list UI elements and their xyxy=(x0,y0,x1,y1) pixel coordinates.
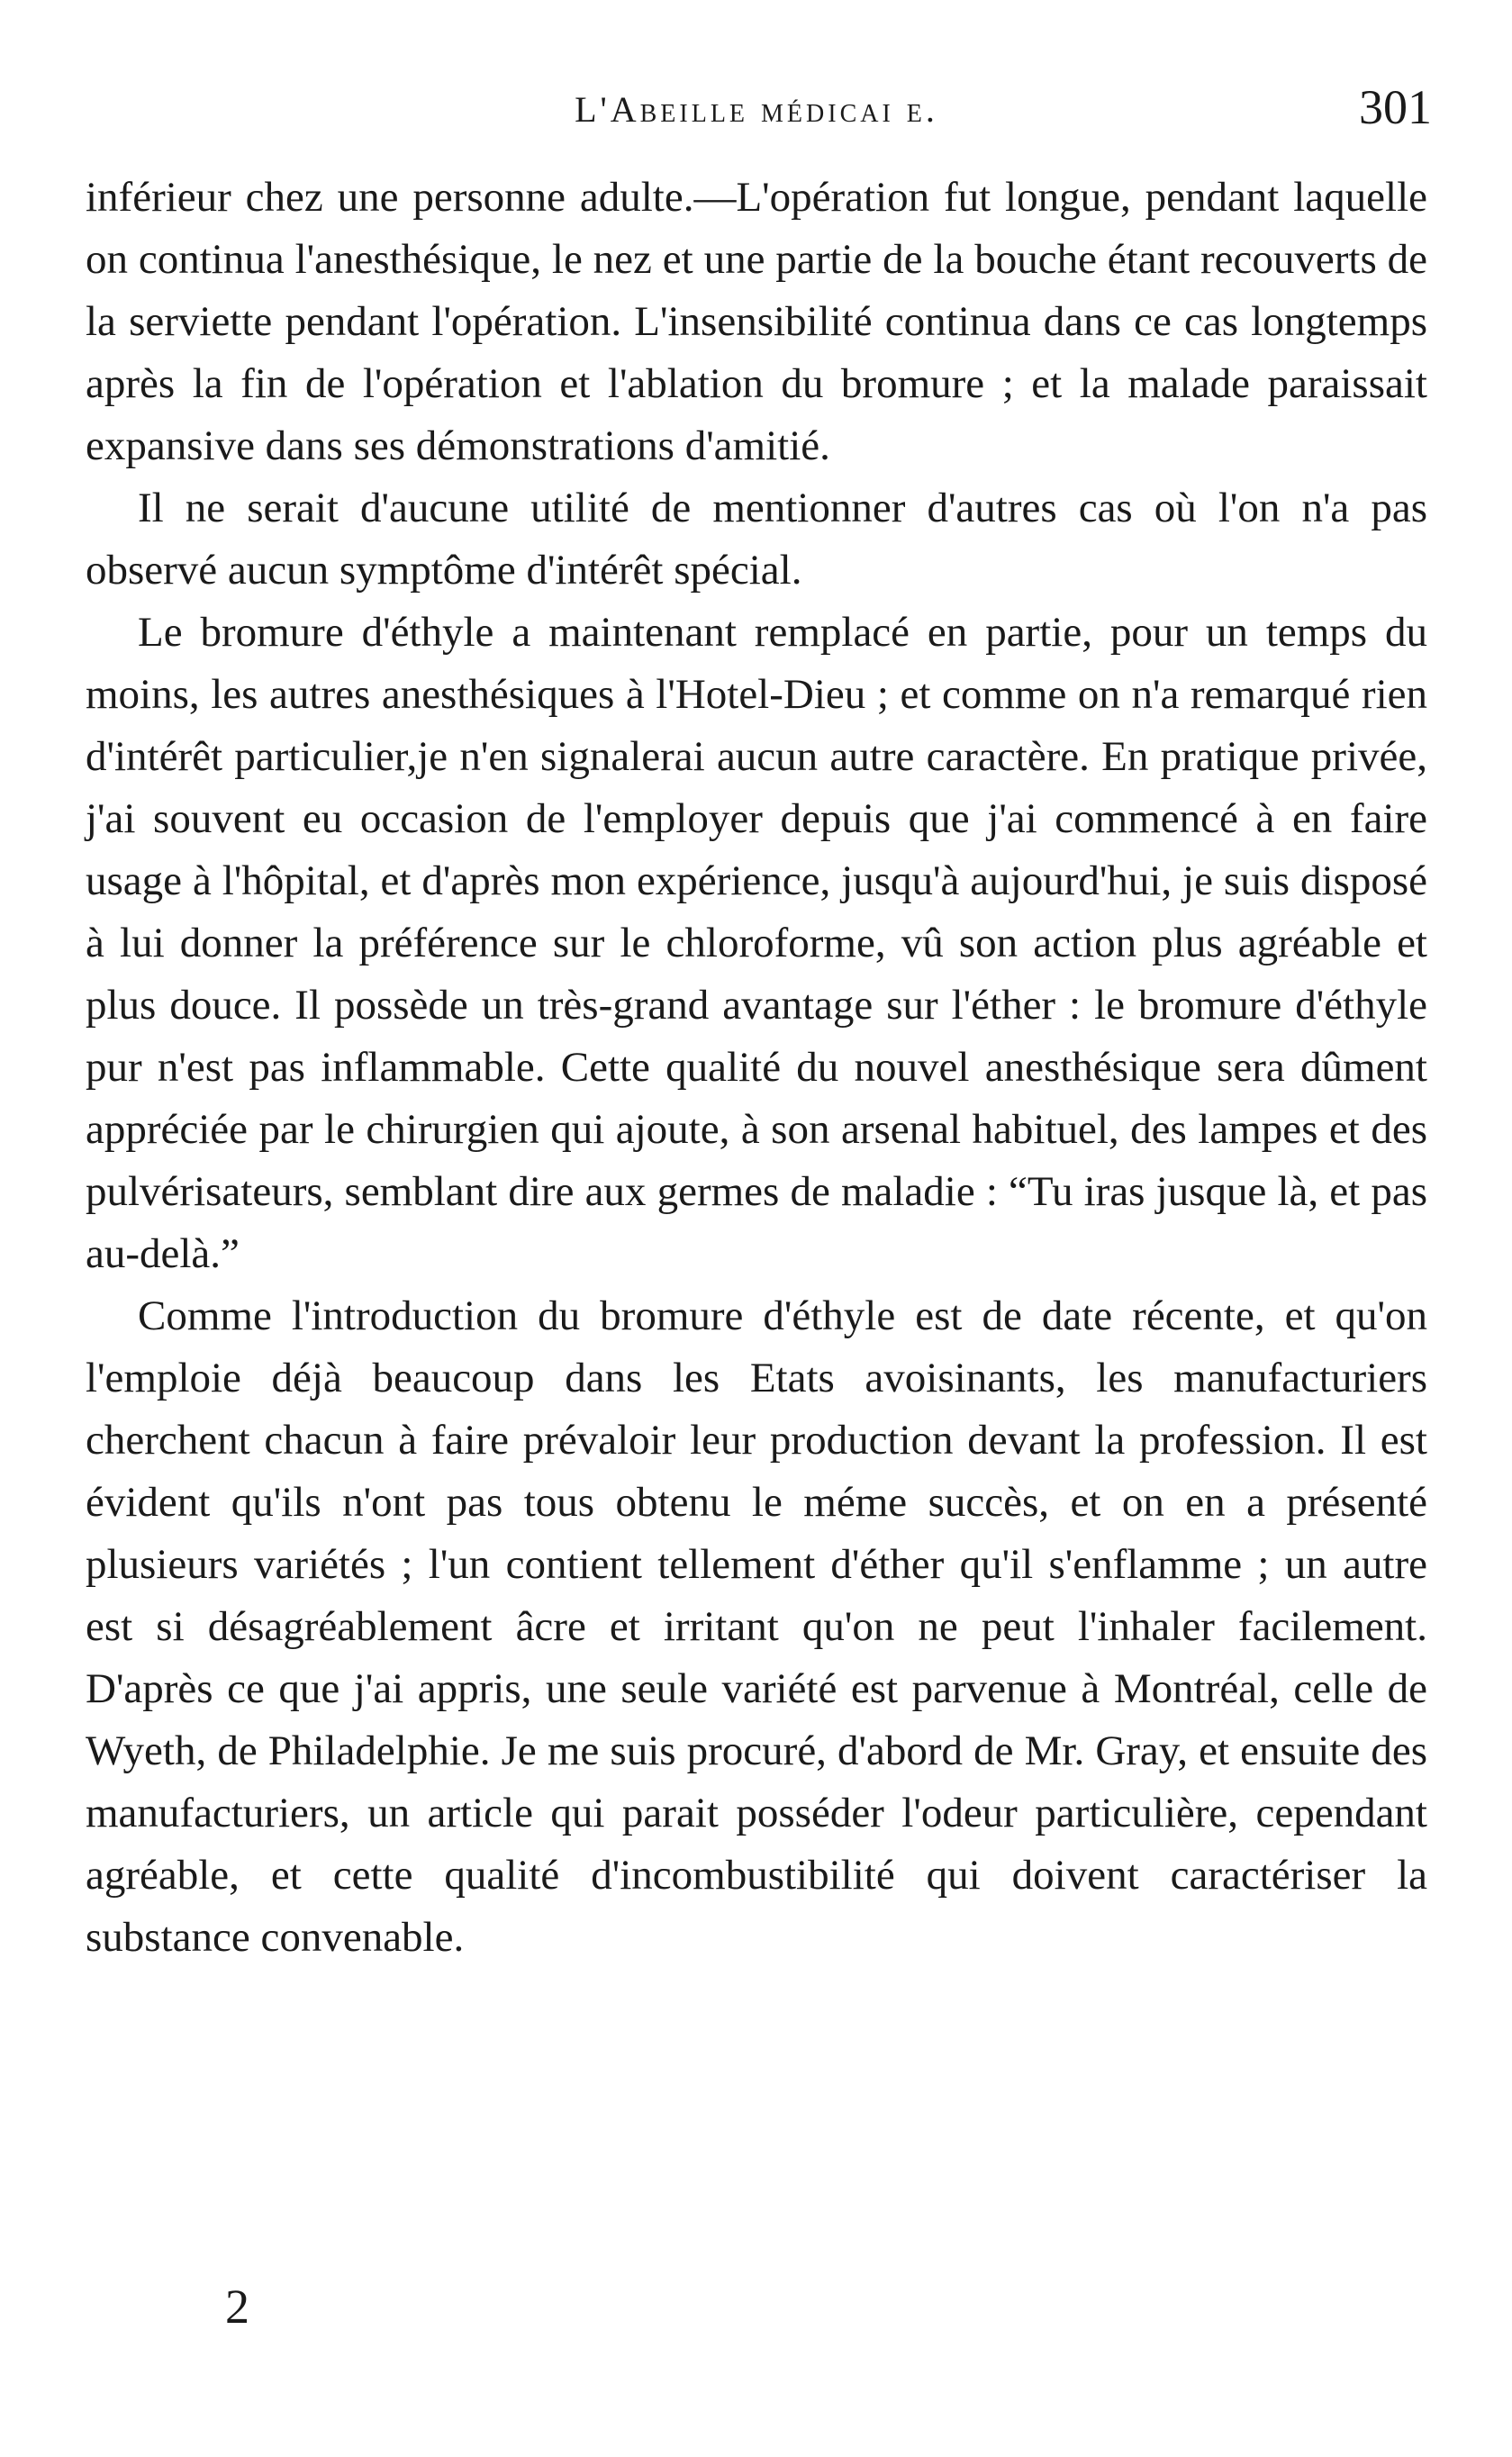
paragraph: inférieur chez une personne adulte.—L'opération fut longue, pendant laquelle on continua l'anesthésique, le nez et une partie de la bouche étant recouverts de la serviette pendant l'opération. L'insensibilité continua dans ce cas longtemps après la fin de l'opération et l'ablation du bromure ; et la malade paraissait expansive dans ses démonstrations d'amitié. xyxy=(86,174,1427,469)
page-number: 301 xyxy=(1359,80,1432,134)
page-header xyxy=(81,79,1432,142)
running-title: L'Abeille médicai e. xyxy=(575,89,938,130)
body-text xyxy=(86,167,1427,1969)
paragraph: Comme l'introduction du bromure d'éthyle est de date récente, et qu'on l'emploie déjà beaucoup dans les Etats avoisinants, les manufacturiers cherchent chacun à faire prévaloir leur production devant la profession. Il est évident qu'ils n'ont pas tous obtenu le méme succès, et on en a présenté plusieurs variétés ; l'un contient tellement d'éther qu'il s'enflamme ; un autre est si désagréablement âcre et irritant qu'on ne peut l'inhaler facilement. D'après ce que j'ai appris, une seule variété est parvenue à Montréal, celle de Wyeth, de Philadelphie. Je me suis procuré, d'abord de Mr. Gray, et ensuite des manufacturiers, un article qui parait posséder l'odeur particulière, cependant agréable, et cette qualité d'incombustibilité qui doivent caractériser la substance convenable. xyxy=(86,1292,1427,1961)
paragraph: Il ne serait d'aucune utilité de mentionner d'autres cas où l'on n'a pas observé aucun symptôme d'intérêt spécial. xyxy=(86,485,1427,594)
signature-mark: 2 xyxy=(225,2280,249,2334)
paragraph: Le bromure d'éthyle a maintenant remplacé en partie, pour un temps du moins, les autres anesthésiques à l'Hotel-Dieu ; et comme on n'a remarqué rien d'intérêt particulier,je n'en signalerai aucun autre caractère. En pratique privée, j'ai souvent eu occasion de l'employer depuis que j'ai commencé à en faire usage à l'hôpital, et d'après mon expérience, jusqu'à aujourd'hui, je suis disposé à lui donner la préférence sur le chloroforme, vû son action plus agréable et plus douce. Il possède un très-grand avantage sur l'éther : le bromure d'éthyle pur n'est pas inflammable. Cette qualité du nouvel anesthésique sera dûment appréciée par le chirurgien qui ajoute, à son arsenal habituel, des lampes et des pulvérisateurs, semblant dire aux germes de maladie : “Tu iras jusque là, et pas au-delà.” xyxy=(86,609,1427,1277)
